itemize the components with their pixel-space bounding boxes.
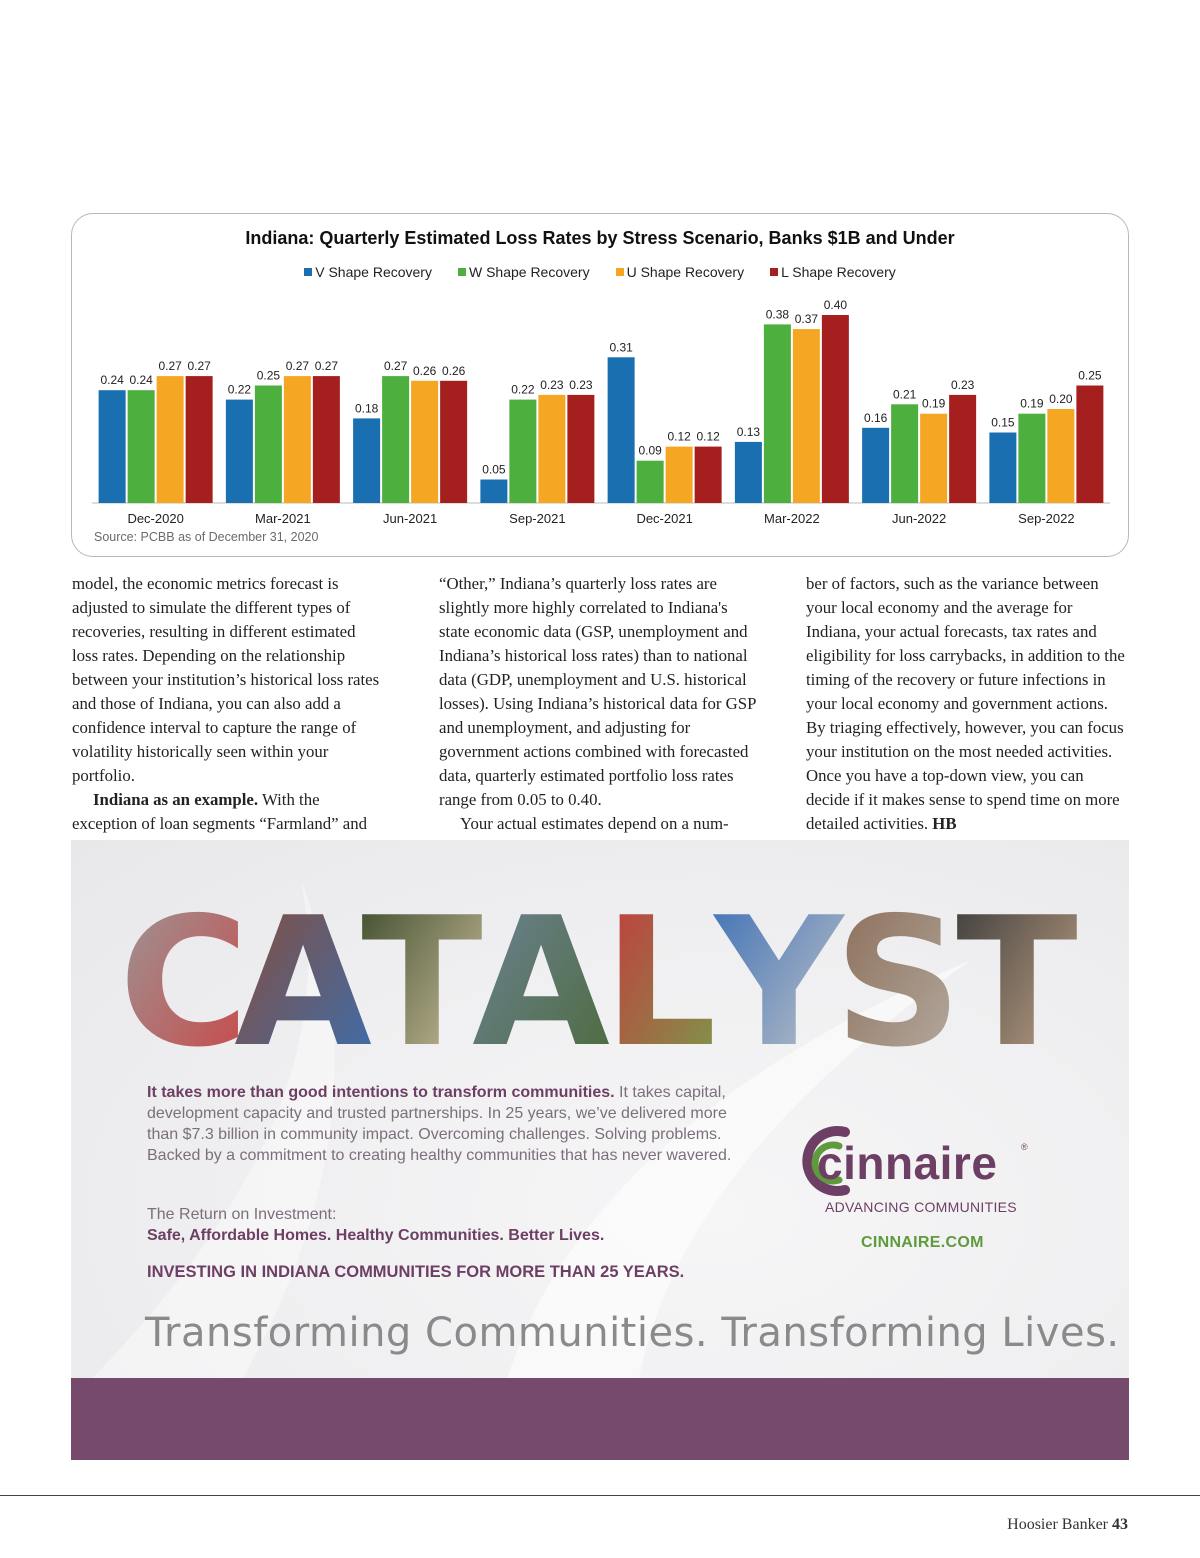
bar-mar-2022-1 bbox=[764, 324, 791, 503]
category-tick-label: Jun-2022 bbox=[892, 511, 947, 526]
catalyst-letter bbox=[602, 879, 718, 1086]
bar-sep-2022-2 bbox=[1047, 409, 1074, 503]
data-label: 0.23 bbox=[950, 377, 975, 392]
bar-jun-2022-1 bbox=[891, 404, 918, 503]
bar-dec-2020-0 bbox=[99, 390, 126, 503]
bar-jun-2022-3 bbox=[949, 395, 976, 503]
bar-dec-2020-2 bbox=[157, 376, 184, 503]
ad-body-text: It takes more than good intentions to transform communities. It takes capital, development capacity and trusted partnerships. In 25 years, we’ve delivered more than $7.3 billion in community impact. Overcoming challenges. Solving problems. Backed by a commitment to creating healthy communities that has never wavered. bbox=[147, 1084, 732, 1164]
ad-investing-line: INVESTING IN INDIANA COMMUNITIES FOR MORE THAN 25 YEARS. bbox=[147, 1263, 685, 1281]
data-label: 0.22 bbox=[511, 382, 535, 397]
cinnaire-logo bbox=[793, 1124, 1033, 1224]
end-mark: HB bbox=[932, 814, 957, 833]
page-footer bbox=[1007, 1516, 1128, 1534]
page-number: 43 bbox=[1112, 1516, 1128, 1533]
catalyst-letter-glyph: A bbox=[472, 879, 610, 1086]
bar-dec-2020-3 bbox=[186, 376, 213, 503]
catalyst-letter bbox=[234, 879, 372, 1086]
data-label: 0.21 bbox=[892, 387, 917, 402]
catalyst-letter bbox=[472, 879, 610, 1086]
data-label: 0.19 bbox=[921, 396, 946, 411]
footer-rule bbox=[0, 1495, 1200, 1496]
catalyst-headline bbox=[118, 879, 1078, 1086]
data-label: 0.18 bbox=[354, 401, 379, 416]
legend-item-v: V Shape Recovery bbox=[304, 264, 432, 280]
catalyst-letter-glyph: L bbox=[603, 879, 717, 1086]
bar-mar-2021-2 bbox=[284, 376, 311, 503]
data-label: 0.23 bbox=[540, 377, 564, 392]
data-label: 0.12 bbox=[667, 429, 691, 444]
catalyst-letter-glyph: A bbox=[234, 879, 372, 1086]
legend-item-l: L Shape Recovery bbox=[770, 264, 896, 280]
data-label: 0.20 bbox=[1049, 392, 1073, 406]
publication-name: Hoosier Banker bbox=[1007, 1516, 1108, 1533]
category-tick-label: Mar-2021 bbox=[255, 511, 311, 526]
logo-wordmark: cinnaire bbox=[817, 1137, 998, 1189]
catalyst-letter-glyph: C bbox=[118, 879, 250, 1086]
article-body bbox=[72, 572, 1130, 836]
catalyst-letter-glyph: T bbox=[361, 879, 483, 1086]
data-label: 0.27 bbox=[158, 359, 182, 374]
run-in-head: Indiana as an example. bbox=[93, 790, 259, 809]
article-column-1 bbox=[72, 572, 384, 836]
cinnaire-advertisement bbox=[71, 840, 1129, 1460]
bar-sep-2022-3 bbox=[1076, 386, 1103, 504]
data-label: 0.16 bbox=[863, 410, 888, 425]
catalyst-letter bbox=[118, 879, 250, 1086]
data-label: 0.38 bbox=[765, 307, 790, 322]
data-label: 0.24 bbox=[100, 373, 124, 388]
bar-mar-2022-3 bbox=[822, 315, 849, 503]
bar-mar-2021-3 bbox=[313, 376, 340, 503]
article-paragraph: Your actual estimates depend on a num- bbox=[460, 814, 729, 833]
catalyst-letter bbox=[956, 879, 1078, 1086]
category-tick-label: Jun-2021 bbox=[383, 511, 438, 526]
catalyst-letter bbox=[361, 879, 483, 1086]
bar-dec-2021-3 bbox=[695, 447, 722, 503]
bar-dec-2021-1 bbox=[637, 461, 664, 503]
data-label: 0.25 bbox=[256, 368, 281, 383]
legend-item-w: W Shape Recovery bbox=[458, 264, 590, 280]
data-label: 0.25 bbox=[1078, 368, 1102, 383]
catalyst-letter bbox=[833, 879, 963, 1086]
bar-mar-2022-2 bbox=[793, 329, 820, 503]
bar-sep-2021-1 bbox=[509, 400, 536, 503]
registered-mark: ® bbox=[1021, 1142, 1028, 1152]
ad-footer-bar bbox=[71, 1378, 1129, 1460]
bar-jun-2022-0 bbox=[862, 428, 889, 503]
bar-mar-2021-0 bbox=[226, 400, 253, 503]
data-label: 0.24 bbox=[129, 373, 153, 388]
data-label: 0.22 bbox=[227, 382, 252, 397]
bar-sep-2022-0 bbox=[989, 433, 1016, 504]
data-label: 0.40 bbox=[823, 298, 848, 312]
bar-dec-2021-2 bbox=[666, 447, 693, 503]
category-tick-label: Sep-2021 bbox=[509, 511, 566, 526]
bar-sep-2021-3 bbox=[567, 395, 594, 503]
category-tick-label: Dec-2021 bbox=[636, 511, 693, 526]
bar-mar-2021-1 bbox=[255, 386, 282, 504]
bar-mar-2022-0 bbox=[735, 442, 762, 503]
article-paragraph: Indiana as an example. With the exception of loan segments “Farmland” and bbox=[72, 790, 367, 833]
bar-dec-2020-1 bbox=[128, 390, 155, 503]
legend-item-u: U Shape Recovery bbox=[616, 264, 745, 280]
logo-tagline: ADVANCING COMMUNITIES bbox=[825, 1199, 1017, 1215]
data-label: 0.26 bbox=[412, 363, 437, 378]
article-paragraph: model, the economic metrics forecast is adjusted to simulate the different types of recoveries, resulting in different estimated loss rates. Depending on the relationship between your institution’s historical loss rates and those of Indiana, you can also add a confidence interval to capture the range of volatility historically seen within your portfolio. bbox=[72, 574, 380, 785]
chart-source: Source: PCBB as of December 31, 2020 bbox=[94, 530, 319, 544]
bar-sep-2022-1 bbox=[1018, 414, 1045, 503]
data-label: 0.31 bbox=[609, 340, 633, 355]
data-label: 0.15 bbox=[991, 415, 1015, 430]
data-label: 0.19 bbox=[1020, 396, 1044, 411]
data-label: 0.09 bbox=[638, 443, 662, 458]
catalyst-letter bbox=[714, 879, 844, 1086]
loss-rate-chart bbox=[71, 213, 1129, 557]
bar-sep-2021-2 bbox=[538, 395, 565, 503]
data-label: 0.05 bbox=[482, 462, 506, 477]
bar-jun-2021-1 bbox=[382, 376, 409, 503]
data-label: 0.12 bbox=[696, 429, 720, 444]
bar-sep-2021-0 bbox=[480, 480, 507, 504]
ad-roi: The Return on Investment: Safe, Affordable Homes. Healthy Communities. Better Lives. bbox=[147, 1206, 605, 1244]
data-label: 0.27 bbox=[285, 359, 310, 374]
article-column-3 bbox=[806, 572, 1130, 836]
bar-jun-2021-0 bbox=[353, 418, 380, 503]
category-tick-label: Dec-2020 bbox=[127, 511, 184, 526]
data-label: 0.27 bbox=[187, 359, 211, 374]
data-label: 0.13 bbox=[736, 424, 761, 439]
ad-url-link[interactable]: CINNAIRE.COM bbox=[861, 1234, 984, 1251]
data-label: 0.27 bbox=[314, 359, 339, 374]
article-column-2 bbox=[439, 572, 759, 836]
data-label: 0.27 bbox=[383, 359, 408, 374]
data-label: 0.23 bbox=[569, 377, 593, 392]
bar-jun-2021-3 bbox=[440, 381, 467, 503]
data-label: 0.26 bbox=[441, 363, 466, 378]
category-tick-label: Mar-2022 bbox=[764, 511, 820, 526]
ad-tagline: Transforming Communities. Transforming Lives. bbox=[145, 1310, 1120, 1356]
chart-title: Indiana: Quarterly Estimated Loss Rates by Stress Scenario, Banks $1B and Under bbox=[245, 228, 955, 248]
catalyst-letter-glyph: Y bbox=[714, 879, 844, 1086]
catalyst-letter-glyph: S bbox=[833, 879, 963, 1086]
bar-jun-2021-2 bbox=[411, 381, 438, 503]
chart-plot bbox=[72, 214, 1130, 558]
data-label: 0.37 bbox=[794, 312, 819, 327]
article-paragraph: “Other,” Indiana’s quarterly loss rates are slightly more highly correlated to Indiana's state economic data (GSP, unemployment and Indiana’s historical loss rates) than to national data (GDP, unemployment and U.S. historical losses). Using Indiana’s historical data for GSP and unemployment, and adjusting for government actions combined with forecasted data, quarterly estimated portfolio loss rates range from 0.05 to 0.40. bbox=[439, 574, 756, 809]
bar-dec-2021-0 bbox=[608, 357, 635, 503]
bar-jun-2022-2 bbox=[920, 414, 947, 503]
article-paragraph: ber of factors, such as the variance between your local economy and the average for Indiana, your actual forecasts, tax rates and eligibility for loss carrybacks, in addition to the timing of the recovery or future infections in your local economy and government actions. By triaging effectively, however, you can focus your institution on the most needed activities. Once you have a top-down view, you can decide if it makes sense to spend time on more detailed activities. HB bbox=[806, 574, 1125, 833]
category-tick-label: Sep-2022 bbox=[1018, 511, 1075, 526]
catalyst-letter-glyph: T bbox=[956, 879, 1078, 1086]
